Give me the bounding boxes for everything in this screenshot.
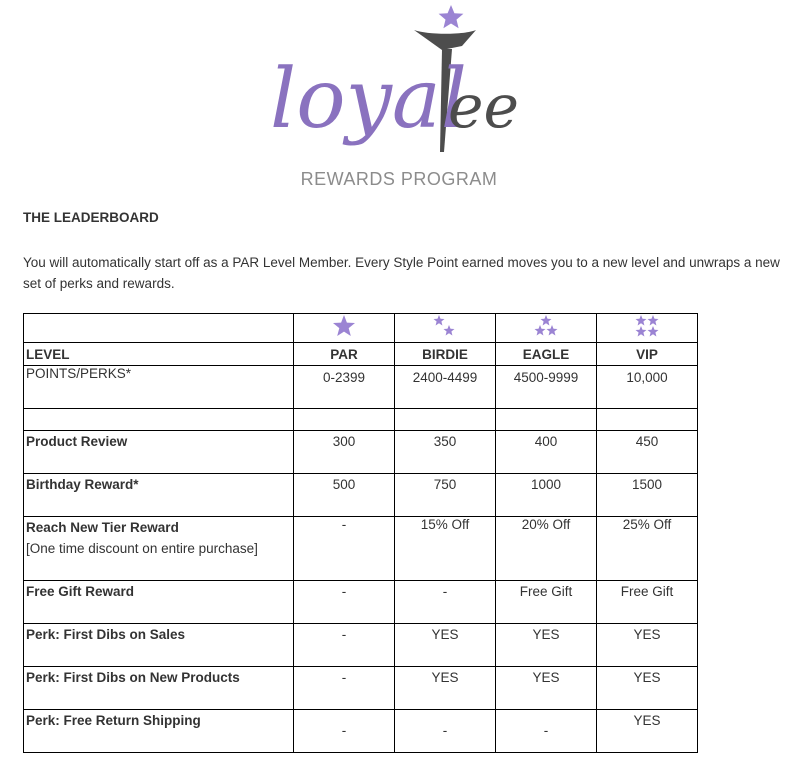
table-cell [24, 314, 294, 343]
leaderboard-table [23, 313, 698, 753]
loyaltee-logo [268, 2, 530, 190]
tier-name: VIP [597, 343, 698, 366]
star-icon [541, 315, 552, 326]
row-value: - [395, 581, 496, 624]
star-icon [636, 326, 647, 337]
eagle-stars [496, 314, 597, 343]
row-value: 1500 [597, 474, 698, 517]
row-label: Free Gift Reward [24, 581, 294, 624]
star-icon [636, 315, 647, 326]
vip-stars [597, 314, 698, 343]
row-value: Free Gift [597, 581, 698, 624]
row-value: 300 [294, 431, 395, 474]
tier-name: PAR [294, 343, 395, 366]
table-row [24, 409, 698, 431]
row-label: Product Review [24, 431, 294, 474]
star-icon [535, 325, 546, 336]
birdie-stars [395, 314, 496, 343]
table-row [24, 517, 698, 581]
row-label: Perk: First Dibs on New Products [24, 667, 294, 710]
row-value: Free Gift [496, 581, 597, 624]
row-value: - [395, 710, 496, 753]
row-value: 750 [395, 474, 496, 517]
table-cell [597, 409, 698, 431]
table-cell [496, 409, 597, 431]
row-value: YES [597, 710, 698, 753]
logo-tee-icon [414, 30, 476, 50]
table-header-row [24, 343, 698, 366]
row-value: - [294, 710, 395, 753]
row-label: Birthday Reward* [24, 474, 294, 517]
page-heading: THE LEADERBOARD [23, 210, 159, 225]
row-sublabel: [One time discount on entire purchase] [26, 541, 258, 556]
table-row [24, 624, 698, 667]
points-value: 0-2399 [294, 366, 395, 409]
star-icon [444, 325, 455, 336]
row-value: - [294, 581, 395, 624]
star-icon [648, 326, 659, 337]
tier-name: EAGLE [496, 343, 597, 366]
row-value: 1000 [496, 474, 597, 517]
row-label: Perk: Free Return Shipping [24, 710, 294, 753]
row-label: Perk: First Dibs on Sales [24, 624, 294, 667]
table-row [24, 314, 698, 343]
row-value: - [294, 624, 395, 667]
tier-name: BIRDIE [395, 343, 496, 366]
star-icon [434, 315, 445, 326]
row-value: 20% Off [496, 517, 597, 581]
intro-text: You will automatically start off as a PAR Level Member. Every Style Point earned moves you to a new level and unwraps a new set of perks and rewards. [23, 255, 780, 291]
row-value: YES [496, 624, 597, 667]
table-cell [395, 409, 496, 431]
logo-wordmark-left: loyal [270, 52, 468, 147]
row-value: 350 [395, 431, 496, 474]
row-value: - [294, 667, 395, 710]
par-stars [294, 314, 395, 343]
row-value: YES [395, 624, 496, 667]
row-value: 500 [294, 474, 395, 517]
points-value: 4500-9999 [496, 366, 597, 409]
row-value: 15% Off [395, 517, 496, 581]
points-value: 10,000 [597, 366, 698, 409]
level-label: LEVEL [24, 343, 294, 366]
row-value: - [496, 710, 597, 753]
star-icon [648, 315, 659, 326]
logo-star-icon [439, 5, 464, 28]
row-value: YES [597, 667, 698, 710]
row-value: YES [496, 667, 597, 710]
row-value: 450 [597, 431, 698, 474]
table-row [24, 474, 698, 517]
table-cell [294, 409, 395, 431]
table-row [24, 710, 698, 753]
star-icon [333, 315, 355, 336]
row-value: - [294, 517, 395, 581]
points-label: POINTS/PERKS* [24, 366, 294, 409]
table-row [24, 431, 698, 474]
table-row [24, 366, 698, 409]
table-row [24, 667, 698, 710]
row-value: 25% Off [597, 517, 698, 581]
row-value: YES [597, 624, 698, 667]
points-value: 2400-4499 [395, 366, 496, 409]
logo-wordmark-right: ee [448, 72, 520, 142]
row-value: 400 [496, 431, 597, 474]
row-label [24, 517, 294, 581]
star-icon [547, 325, 558, 336]
row-value: YES [395, 667, 496, 710]
logo-tagline: REWARDS PROGRAM [300, 169, 498, 189]
table-cell [24, 409, 294, 431]
row-label-text: Reach New Tier Reward [26, 520, 179, 535]
table-row [24, 581, 698, 624]
